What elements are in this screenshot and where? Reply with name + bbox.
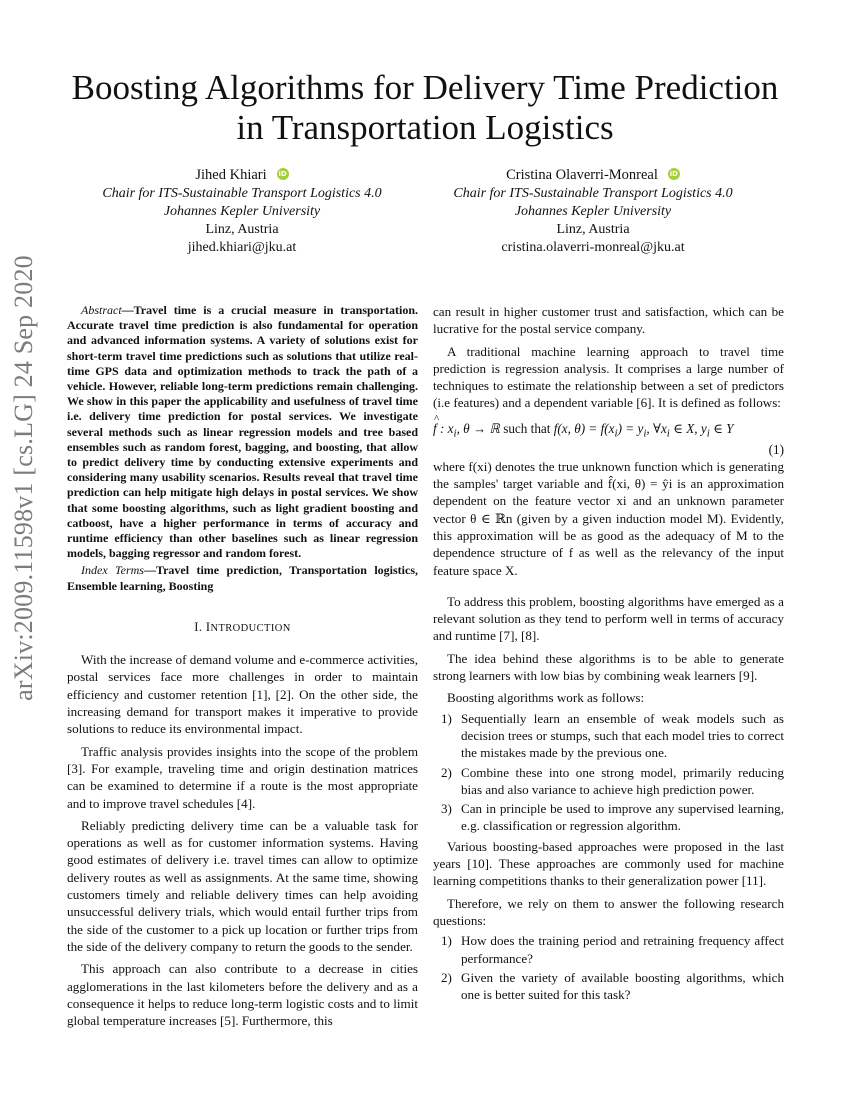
eq-rhs2: ) = y: [617, 420, 644, 436]
author-university: Johannes Kepler University: [163, 204, 321, 219]
author-block-1: [62, 166, 422, 257]
section-title-rest: NTRODUCTION: [210, 622, 291, 634]
list-item: [433, 800, 784, 835]
right-paragraph-various: Various boosting-based approaches were proposed in the last years [10]. These approaches are commonly used for machine learning competitions thanks to their generalization power [11].: [433, 838, 784, 889]
equation-number: (1): [768, 441, 784, 457]
list-item: [433, 764, 784, 799]
author-email[interactable]: cristina.olaverri-monreal@jku.at: [501, 240, 685, 255]
author-affiliation: Chair for ITS-Sustainable Transport Logistics 4.0: [102, 186, 382, 201]
eq-sub: i: [453, 427, 457, 440]
research-questions-list: [433, 932, 784, 1003]
list-number: 1): [441, 933, 452, 949]
intro-paragraph-4: This approach can also contribute to a decrease in cities agglomerations in the last kilometers before the delivery and as a consequence it helps to reduce long-term logistic costs and to limit global temperature increases [5]. Furthermore, this: [67, 961, 418, 1029]
intro-paragraph-2: Traffic analysis provides insights into the scope of the problem [3]. For example, traveling time and origin destination matrices can be examined to determine if a route is the most appropriate and to improve travel schedules [4].: [67, 743, 418, 811]
right-paragraph-therefore: Therefore, we rely on them to answer the following research questions:: [433, 895, 784, 928]
equation-explanation: where f(xi) denotes the true unknown function which is generating the samples' target variable and f̂(xi, θ) = ŷi is an approximation dependent on the feature vector xi and an unknown parameter vector θ ∈ ℝn (given by a given induction model M). Evidently, this approximation will be as good as the adequacy of M to the dependence structure of f as well as the relevancy of the input feature space X.: [433, 458, 784, 578]
index-terms: [67, 563, 418, 593]
author-name: Cristina Olaverri-Monreal: [506, 167, 658, 183]
author-name: Jihed Khiari: [195, 167, 267, 183]
list-item: [433, 969, 784, 1004]
list-text: Sequentially learn an ensemble of weak models such as decision trees or stumps, such that each model tries to correct the mistakes made by the previous one.: [461, 710, 784, 761]
abstract: [67, 303, 418, 561]
abstract-label: Abstract: [81, 303, 122, 317]
index-terms-label: Index Terms: [81, 563, 144, 578]
orcid-icon[interactable]: iD: [669, 170, 678, 178]
author-location: Linz, Austria: [556, 222, 630, 237]
intro-paragraph-3: Reliably predicting delivery time can be a valuable task for operations as well as for customer information systems. Having good estimates of delivery i.e. travel times can allow to optimize delivery routes as well as assignments. At the same time, showing customers timely and reliable delivery times can help avoiding unsuccessful delivery trials, which would entail further trips from the side of the customer to a pick up location or further trips from the side of the delivery company to return the goods to the sender.: [67, 817, 418, 954]
eq-sub: i: [614, 427, 618, 440]
abstract-text: —Travel time is a crucial measure in transportation. Accurate travel time prediction is also fundamental for operation and advanced information systems. A variety of solutions exist for short-term travel time predictions such as solutions that utilize real-time GPS data and optimization methods to track the path of a vehicle. However, reliable long-term predictions remain challenging. We show in this paper the applicability and usefulness of travel time i.e. delivery time prediction for postal services. We investigate several methods such as linear regression models and tree based ensembles such as random forest, bagging, and boosting, that allow to predict delivery time by conducting extensive experiments and considering many usability scenarios. Results reveal that travel time prediction can help mitigate high delays in postal services. We show that some boosting algorithms, such as light gradient boosting and catboost, have a higher performance in terms of accuracy and runtime efficiency than other baselines such as linear regression models, bagging regressor and random forest.: [67, 303, 418, 561]
list-number: 3): [441, 801, 452, 817]
equation-body: [433, 420, 733, 443]
arxiv-id-text: arXiv:2009.11598v1 [cs.LG] 24 Sep 2020: [9, 255, 38, 701]
left-column: [67, 303, 418, 1029]
list-item: [433, 932, 784, 967]
intro-paragraph-1: With the increase of demand volume and e-commerce activities, postal services face more challenges in order to maintain efficiency and customer retention [1], [2]. On the other side, the increasing demand for transport makes it imperative to provide solutions to reduce its environmental impact.: [67, 652, 418, 737]
right-paragraph-boosting-intro: To address this problem, boosting algorithms have emerged as a relevant solution as they tend to perform well in terms of accuracy and runtime [7], [8].: [433, 593, 784, 644]
list-text: Combine these into one strong model, primarily reducing bias and also variance to achieve high prediction power.: [461, 764, 784, 797]
right-paragraph-idea: The idea behind these algorithms is to be able to generate strong learners with low bias by combining weak learners [9].: [433, 650, 784, 684]
index-terms-text: —Travel time prediction, Transportation logistics, Ensemble learning, Boosting: [67, 563, 418, 593]
section-heading-introduction: [67, 619, 418, 637]
list-item: [433, 710, 784, 762]
orcid-icon[interactable]: iD: [278, 170, 287, 178]
boosting-steps-list: [433, 710, 784, 835]
eq-sub: i: [706, 427, 710, 440]
list-text: Can in principle be used to improve any supervised learning, e.g. classification or regression algorithm.: [461, 801, 784, 834]
section-numeral: I.: [194, 619, 206, 634]
title-line-1: Boosting Algorithms for Delivery Time Prediction: [71, 68, 779, 107]
author-block-2: [413, 166, 773, 257]
eq-rhs5: ∈ Y: [709, 420, 734, 436]
right-paragraph-regression: A traditional machine learning approach to travel time prediction is regression analysis. It comprises a large number of techniques to estimate the relationship between a set of predictors (i.e features) and a dependent variable [6]. It is defined as follows:: [433, 343, 784, 411]
eq-sub: i: [643, 427, 647, 440]
list-number: 1): [441, 710, 452, 726]
arxiv-identifier-stamp: [2, 0, 46, 1100]
section-first-letter: I: [205, 619, 211, 634]
list-number: 2): [441, 764, 452, 780]
eq-lhs: ^ f : x: [433, 420, 454, 437]
author-location: Linz, Austria: [205, 222, 279, 237]
title-line-2: in Transportation Logistics: [236, 108, 614, 147]
right-column: [433, 303, 784, 1006]
eq-sub: i: [666, 427, 670, 440]
right-paragraph-work: Boosting algorithms work as follows:: [447, 690, 645, 706]
list-text: How does the training period and retraining frequency affect performance?: [461, 933, 784, 966]
list-text: Given the variety of available boosting algorithms, which one is better suited for this task?: [461, 969, 784, 1003]
eq-rhs: f(x, θ) = f(x: [550, 420, 615, 436]
eq-mid: , θ → ℝ: [456, 420, 504, 436]
list-number: 2): [441, 969, 452, 985]
eq-such-that: such that: [503, 420, 551, 436]
right-paragraph-continued: can result in higher customer trust and satisfaction, which can be lucrative for the postal service company.: [433, 304, 784, 337]
eq-rhs3: , ∀x: [646, 420, 667, 436]
author-affiliation: Chair for ITS-Sustainable Transport Logistics 4.0: [453, 186, 733, 201]
equation-1: [433, 416, 784, 458]
author-university: Johannes Kepler University: [514, 204, 672, 219]
author-email[interactable]: jihed.khiari@jku.at: [187, 240, 297, 255]
paper-title: [60, 68, 790, 148]
eq-rhs4: ∈ X, y: [669, 420, 707, 436]
